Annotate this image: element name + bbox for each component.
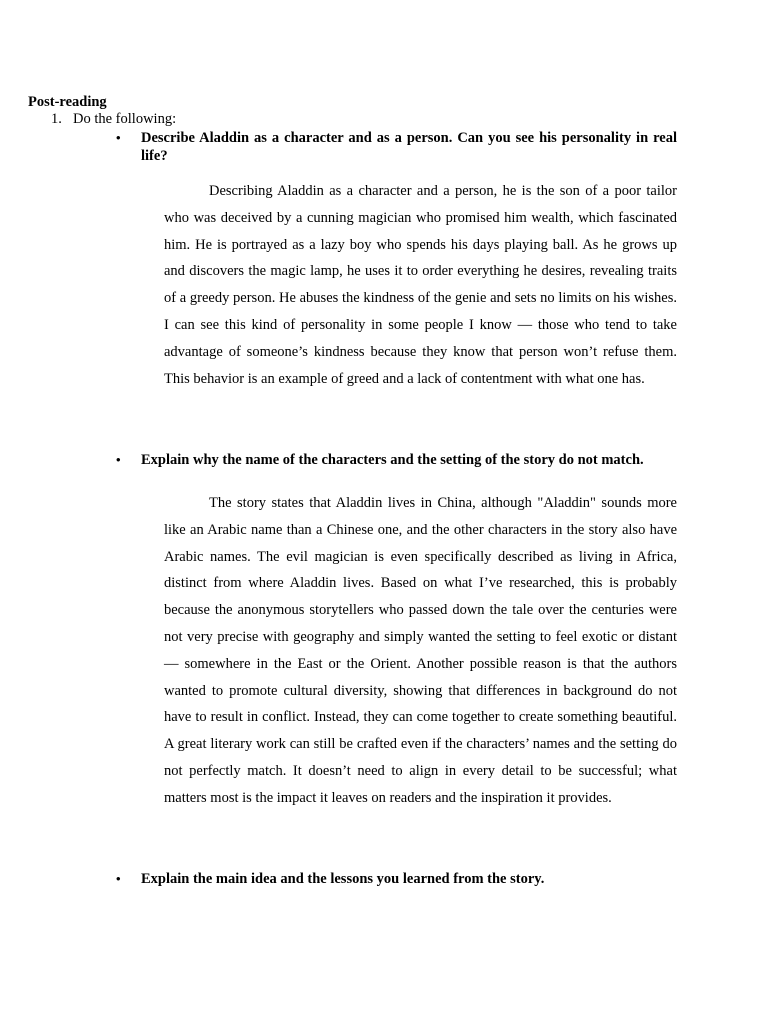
bullet-question-2 <box>116 451 677 469</box>
question-text: Explain the main idea and the lessons you learned from the story. <box>141 871 545 887</box>
bullet-icon: • <box>116 130 121 145</box>
list-item-text: Do the following: <box>73 111 177 127</box>
question-text: Explain why the name of the characters and the setting of the story do not match. <box>141 452 644 468</box>
bullet-icon: • <box>116 871 121 886</box>
question-text: Describe Aladdin as a character and as a person. Can you see his personality in real life? <box>141 130 677 164</box>
bullet-question-3 <box>116 870 677 888</box>
list-number: 1. <box>51 111 62 127</box>
bullet-question-1 <box>116 129 677 165</box>
numbered-list-item <box>51 111 176 128</box>
bullet-icon: • <box>116 452 121 467</box>
answer-paragraph-2: The story states that Aladdin lives in China, although "Aladdin" sounds more like an Arabic name than a Chinese one, and the other characters in the story also have Arabic names. The evil magician is even specifically described as living in Africa, distinct from where Aladdin lives. Based on what I’ve researched, this is probably because the anonymous storytellers who passed down the tale over the centuries were not very precise with geography and simply wanted the setting to feel exotic or distant — somewhere in the East or the Orient. Another possible reason is that the authors wanted to promote cultural diversity, showing that differences in background do not have to result in conflict. Instead, they can come together to create something beautiful. A great literary work can still be crafted even if the characters’ names and the setting do not perfectly match. It doesn’t need to align in every detail to be successful; what matters most is the impact it leaves on readers and the inspiration it provides. <box>164 495 677 806</box>
answer-paragraph-1: Describing Aladdin as a character and a person, he is the son of a poor tailor who was deceived by a cunning magician who promised him wealth, which fascinated him. He is portrayed as a lazy boy who spends his days playing ball. As he grows up and discovers the magic lamp, he uses it to order everything he desires, revealing traits of a greedy person. He abuses the kindness of the genie and sets no limits on his wishes. I can see this kind of personality in some people I know — those who tend to take advantage of someone’s kindness because they know that person won’t refuse them. This behavior is an example of greed and a lack of contentment with what one has. <box>164 183 677 387</box>
section-heading: Post-reading <box>28 94 107 110</box>
